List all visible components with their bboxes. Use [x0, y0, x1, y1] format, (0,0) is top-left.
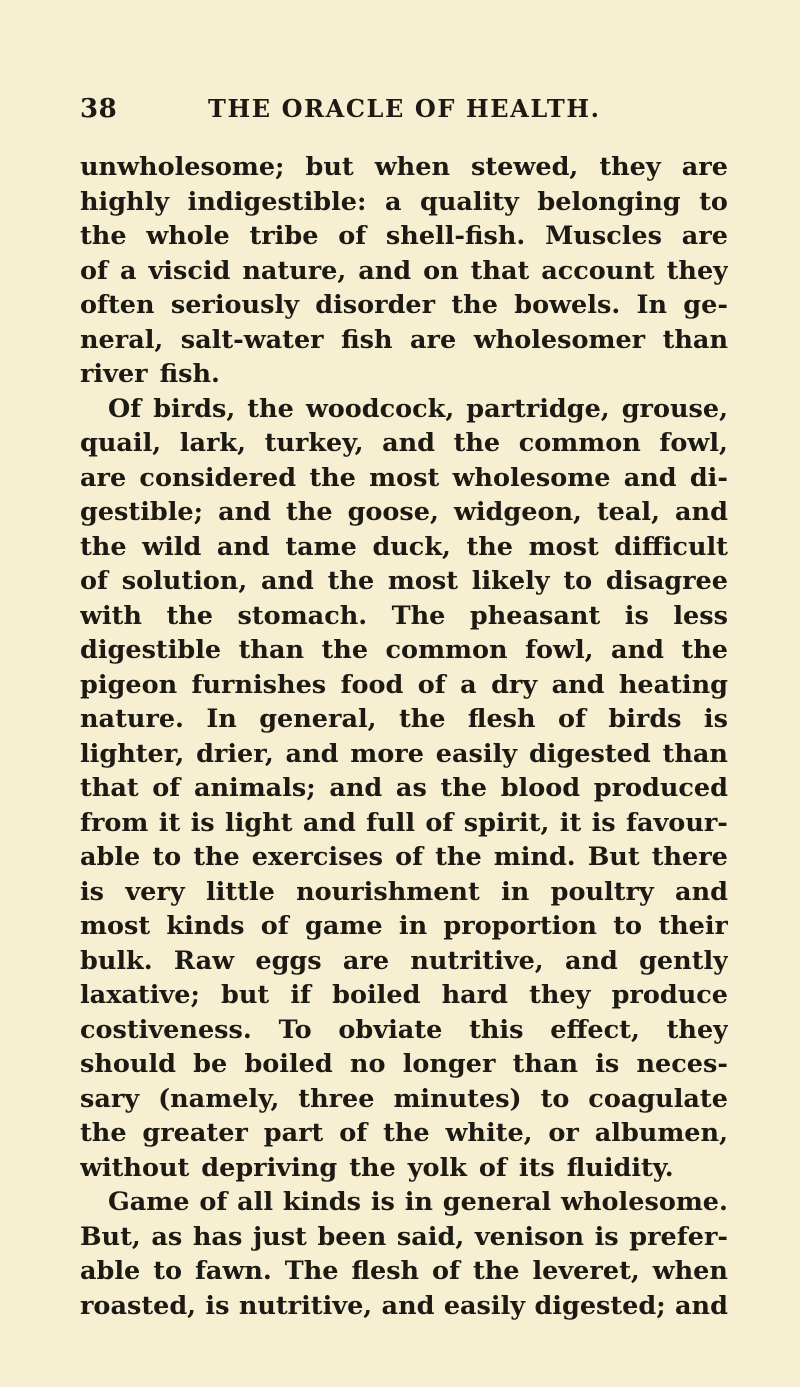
- running-head: [80, 94, 720, 134]
- text-line: [80, 633, 728, 668]
- text-line: [80, 875, 728, 910]
- word: the: [80, 1118, 127, 1148]
- word: of: [432, 1256, 461, 1286]
- word: and: [382, 428, 435, 458]
- word: the: [383, 1118, 430, 1148]
- word: that: [470, 255, 530, 286]
- word: are: [681, 152, 728, 182]
- running-title: THE ORACLE OF HEALTH.: [208, 94, 601, 123]
- word: the: [453, 428, 501, 458]
- word: most: [369, 462, 440, 493]
- word: or: [548, 1118, 579, 1148]
- word: quail,: [80, 428, 162, 458]
- word: digested;: [534, 1290, 666, 1321]
- text-line: [80, 461, 728, 496]
- word: very: [125, 876, 185, 907]
- word: light: [225, 807, 293, 838]
- word: to: [563, 566, 593, 596]
- word: the: [440, 773, 488, 803]
- word: minutes): [393, 1083, 522, 1114]
- word: stomach.: [237, 600, 368, 631]
- text-line: [80, 392, 728, 427]
- word: been: [317, 1221, 387, 1252]
- word: tribe: [249, 221, 319, 251]
- text-line: [80, 599, 728, 634]
- word: they: [666, 1014, 728, 1045]
- word: the: [286, 497, 333, 527]
- word: and: [260, 566, 314, 596]
- word: flesh: [351, 1256, 420, 1286]
- word: viscid: [148, 255, 231, 286]
- word: general,: [259, 704, 377, 734]
- text-line: [80, 1013, 728, 1048]
- word: be: [193, 1049, 228, 1079]
- text-line: [80, 150, 728, 185]
- word: the: [193, 842, 240, 872]
- word: and: [611, 635, 664, 665]
- word: gestible;: [80, 497, 204, 527]
- word: heating: [618, 669, 728, 700]
- word: pigeon: [80, 669, 178, 700]
- word: from: [80, 807, 149, 838]
- word: eggs: [255, 945, 322, 976]
- word: lighter,: [80, 738, 185, 769]
- word: wholesomer: [473, 324, 646, 355]
- word: effect,: [550, 1014, 640, 1045]
- word: easily: [443, 1290, 526, 1321]
- word: grouse,: [621, 393, 728, 424]
- word: roasted,: [80, 1290, 197, 1321]
- word: shell-fish.: [385, 221, 526, 251]
- word: and: [675, 497, 728, 527]
- word: greater: [142, 1118, 248, 1148]
- word: but: [305, 152, 354, 182]
- word: when: [374, 152, 450, 182]
- text-line: [80, 978, 728, 1013]
- word: are: [410, 324, 457, 355]
- text-line: [80, 530, 728, 565]
- word: game: [305, 911, 383, 941]
- word: whole: [146, 221, 230, 251]
- word: nourishment: [296, 876, 480, 907]
- word: and: [285, 738, 339, 769]
- word: laxative;: [80, 980, 200, 1010]
- word: But,: [80, 1221, 141, 1252]
- word: with: [80, 600, 142, 631]
- word: just: [252, 1221, 307, 1252]
- text-line: [80, 1151, 728, 1186]
- word: to: [540, 1083, 570, 1114]
- word: and: [551, 669, 605, 700]
- word: fish.: [159, 359, 220, 389]
- word: and: [381, 1290, 435, 1321]
- word: there: [651, 842, 728, 872]
- word: ge-: [683, 290, 728, 320]
- word: fluidity.: [566, 1152, 674, 1183]
- word: hard: [441, 980, 508, 1010]
- word: coagulate: [588, 1083, 728, 1114]
- word: nutritive,: [410, 945, 544, 976]
- word: digestible: [80, 635, 222, 665]
- word: its: [518, 1152, 555, 1183]
- word: drier,: [196, 738, 274, 769]
- word: highly: [80, 186, 170, 217]
- word: kinds: [282, 1187, 361, 1217]
- word: lark,: [179, 428, 246, 458]
- word: a: [119, 255, 137, 286]
- text-line: [80, 806, 728, 841]
- word: should: [80, 1049, 176, 1079]
- text-line: [80, 1254, 728, 1289]
- word: the: [466, 531, 514, 562]
- word: and: [302, 807, 356, 838]
- word: Of: [108, 393, 142, 424]
- word: able: [80, 1256, 141, 1286]
- word: bowels.: [514, 290, 621, 320]
- word: in: [398, 911, 428, 941]
- word: But: [587, 842, 640, 872]
- text-line: [80, 1116, 728, 1151]
- word: belonging: [537, 186, 681, 217]
- word: neral,: [80, 324, 164, 355]
- word: are: [80, 462, 127, 493]
- word: nutritive,: [238, 1290, 373, 1321]
- word: difficult: [614, 531, 728, 562]
- word: to: [613, 911, 643, 941]
- word: prefer-: [629, 1221, 728, 1252]
- word: digested: [528, 738, 651, 769]
- text-line: [80, 426, 728, 461]
- word: the: [681, 635, 728, 665]
- word: Raw: [173, 945, 235, 976]
- word: most: [80, 911, 151, 941]
- word: of: [557, 704, 586, 734]
- word: bulk.: [80, 945, 153, 976]
- text-line: [80, 840, 728, 875]
- word: when: [652, 1256, 728, 1286]
- word: than: [662, 738, 728, 769]
- text-line: [80, 944, 728, 979]
- word: boiled: [332, 980, 421, 1010]
- word: of: [339, 1118, 368, 1148]
- word: and: [564, 945, 618, 976]
- word: pheasant: [469, 600, 601, 631]
- text-line: [80, 737, 728, 772]
- word: boiled: [244, 1049, 333, 1079]
- word: and: [675, 1290, 728, 1321]
- word: in: [501, 876, 530, 907]
- text-line: [80, 1082, 728, 1117]
- word: dry: [491, 669, 538, 700]
- word: a: [384, 186, 402, 217]
- word: they: [599, 152, 661, 182]
- word: in: [404, 1187, 433, 1217]
- word: all: [237, 1187, 274, 1217]
- word: that: [80, 773, 139, 803]
- word: birds,: [153, 393, 236, 424]
- word: said,: [396, 1221, 465, 1252]
- word: the: [80, 531, 127, 562]
- word: to: [152, 842, 182, 872]
- word: of: [80, 566, 108, 596]
- text-line: [80, 254, 728, 289]
- word: wholesome.: [561, 1187, 728, 1217]
- word: on: [423, 255, 459, 286]
- word: albumen,: [594, 1118, 728, 1148]
- word: is: [595, 1049, 620, 1079]
- word: is: [624, 600, 649, 631]
- word: duck,: [372, 531, 451, 562]
- word: general: [442, 1187, 552, 1217]
- word: river: [80, 359, 148, 389]
- word: the: [327, 566, 375, 596]
- word: they: [529, 980, 591, 1010]
- text-line: [80, 564, 728, 599]
- word: is: [591, 807, 616, 838]
- word: nature.: [80, 704, 184, 734]
- word: sary: [80, 1083, 140, 1114]
- word: the: [309, 462, 356, 493]
- word: kinds: [166, 911, 245, 941]
- word: of: [478, 1152, 507, 1183]
- word: favour-: [626, 807, 728, 838]
- word: seriously: [170, 290, 299, 320]
- word: it: [559, 807, 582, 838]
- word: turkey,: [264, 428, 364, 458]
- word: food: [340, 669, 404, 700]
- word: they: [666, 255, 728, 286]
- word: no: [349, 1049, 386, 1079]
- word: the: [472, 1256, 520, 1286]
- word: flesh: [467, 704, 536, 734]
- text-line: [80, 1289, 728, 1324]
- word: of: [338, 221, 367, 251]
- word: is: [703, 704, 728, 734]
- word: To: [278, 1014, 312, 1045]
- word: than: [512, 1049, 579, 1079]
- word: the: [321, 635, 369, 665]
- word: stewed,: [471, 152, 579, 182]
- text-line: [80, 668, 728, 703]
- word: three: [298, 1083, 375, 1114]
- word: salt-water: [180, 324, 324, 355]
- word: the: [451, 290, 498, 320]
- word: has: [192, 1221, 243, 1252]
- word: the: [166, 600, 214, 631]
- word: In: [206, 704, 237, 734]
- word: disagree: [605, 566, 728, 596]
- text-line: [80, 288, 728, 323]
- word: produced: [593, 773, 728, 803]
- word: teal,: [596, 497, 660, 527]
- text-line: [80, 1185, 728, 1220]
- word: nature,: [242, 255, 347, 286]
- word: without: [80, 1152, 190, 1183]
- word: common: [518, 428, 641, 458]
- word: yolk: [407, 1152, 467, 1183]
- word: common: [385, 635, 508, 665]
- word: wild: [142, 531, 202, 562]
- word: disorder: [315, 290, 436, 320]
- word: the: [80, 221, 127, 251]
- word: tame: [285, 531, 357, 562]
- text-line: [80, 323, 728, 358]
- word: woodcock,: [305, 393, 455, 424]
- word: quality: [420, 186, 519, 217]
- word: exercises: [251, 842, 384, 872]
- word: produce: [611, 980, 728, 1010]
- body-text: [80, 150, 728, 1323]
- word: a: [460, 669, 477, 700]
- word: The: [391, 600, 446, 631]
- word: more: [350, 738, 424, 769]
- word: mind.: [493, 842, 576, 872]
- text-line: [80, 219, 728, 254]
- word: longer: [402, 1049, 496, 1079]
- word: this: [469, 1014, 524, 1045]
- word: and: [218, 497, 271, 527]
- word: animals;: [193, 773, 316, 803]
- text-line: [80, 1047, 728, 1082]
- word: Game: [108, 1187, 190, 1217]
- word: poultry: [550, 876, 654, 907]
- word: partridge,: [466, 393, 610, 424]
- text-line: [80, 185, 728, 220]
- word: fowl,: [659, 428, 728, 458]
- word: full: [366, 807, 416, 838]
- word: white,: [445, 1118, 533, 1148]
- word: fawn.: [194, 1256, 272, 1286]
- word: as: [395, 773, 427, 803]
- word: blood: [500, 773, 581, 803]
- word: wholesome: [452, 462, 611, 493]
- word: unwholesome;: [80, 152, 285, 182]
- word: easily: [435, 738, 518, 769]
- word: The: [284, 1256, 339, 1286]
- word: fowl,: [525, 635, 594, 665]
- word: often: [80, 290, 155, 320]
- word: and: [329, 773, 383, 803]
- word: little: [205, 876, 275, 907]
- word: to: [699, 186, 728, 217]
- word: indigestible:: [187, 186, 367, 217]
- word: is: [370, 1187, 395, 1217]
- word: are: [681, 221, 728, 251]
- word: than: [662, 324, 728, 355]
- text-line: [80, 357, 728, 392]
- word: leveret,: [532, 1256, 640, 1286]
- word: and: [216, 531, 270, 562]
- word: is: [205, 1290, 230, 1321]
- word: the: [247, 393, 294, 424]
- word: if: [290, 980, 311, 1010]
- text-line: [80, 909, 728, 944]
- word: birds: [608, 704, 682, 734]
- word: of: [80, 255, 108, 286]
- word: is: [190, 807, 215, 838]
- word: as: [151, 1221, 183, 1252]
- word: account: [541, 255, 655, 286]
- word: neces-: [636, 1049, 728, 1079]
- word: Muscles: [545, 221, 662, 251]
- word: of: [260, 911, 289, 941]
- word: of: [417, 669, 446, 700]
- word: (namely,: [158, 1083, 280, 1114]
- word: is: [594, 1221, 619, 1252]
- word: of: [425, 807, 454, 838]
- page-number: 38: [80, 94, 118, 124]
- word: of: [152, 773, 181, 803]
- word: and: [623, 462, 677, 493]
- word: their: [658, 911, 728, 941]
- word: furnishes: [191, 669, 327, 700]
- word: costiveness.: [80, 1014, 252, 1045]
- word: most: [528, 531, 599, 562]
- word: and: [675, 876, 728, 907]
- word: but: [221, 980, 270, 1010]
- word: of: [199, 1187, 228, 1217]
- word: most: [387, 566, 459, 596]
- word: it: [158, 807, 181, 838]
- word: the: [435, 842, 482, 872]
- text-line: [80, 771, 728, 806]
- word: fish: [341, 324, 393, 355]
- word: spirit,: [463, 807, 550, 838]
- word: is: [80, 876, 105, 907]
- word: obviate: [338, 1014, 443, 1045]
- word: the: [349, 1152, 396, 1183]
- word: less: [673, 600, 728, 631]
- text-line: [80, 702, 728, 737]
- word: venison: [474, 1221, 584, 1252]
- word: gently: [639, 945, 728, 976]
- word: solution,: [121, 566, 248, 596]
- word: are: [342, 945, 390, 976]
- word: and: [358, 255, 412, 286]
- word: the: [398, 704, 446, 734]
- word: able: [80, 842, 141, 872]
- word: goose,: [347, 497, 439, 527]
- word: considered: [139, 462, 297, 493]
- word: In: [636, 290, 667, 320]
- word: of: [395, 842, 424, 872]
- word: proportion: [443, 911, 597, 941]
- text-line: [80, 495, 728, 530]
- text-line: [80, 1220, 728, 1255]
- word: than: [238, 635, 305, 665]
- word: to: [153, 1256, 182, 1286]
- word: di-: [689, 462, 728, 493]
- word: part: [263, 1118, 324, 1148]
- word: depriving: [201, 1152, 338, 1183]
- word: likely: [471, 566, 550, 596]
- word: widgeon,: [453, 497, 582, 527]
